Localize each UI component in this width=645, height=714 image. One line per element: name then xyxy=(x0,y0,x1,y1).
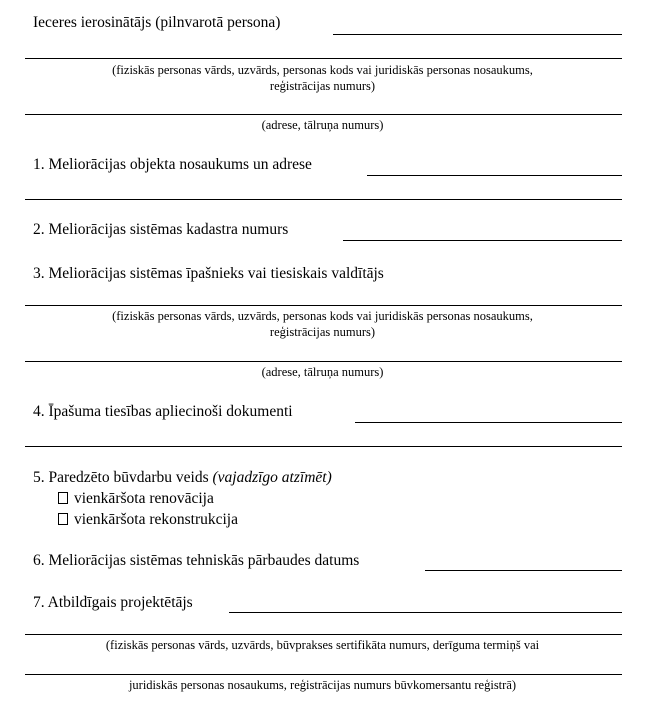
initiator-address-line[interactable] xyxy=(25,114,622,115)
initiator-address-hint: (adrese, tālruņa numurs) xyxy=(261,118,384,132)
renovation-checkbox[interactable] xyxy=(58,492,68,504)
cadastre-label: 2. Meliorācijas sistēmas kadastra numurs xyxy=(33,221,289,238)
works-type-heading xyxy=(33,469,332,487)
owner-address-hint: (adrese, tālruņa numurs) xyxy=(261,365,384,379)
object-address-line[interactable] xyxy=(25,199,622,200)
owner-person-hint-2: reģistrācijas numurs) xyxy=(269,325,376,339)
initiator-label: Ieceres ierosinātājs (pilnvarotā persona) xyxy=(33,14,281,31)
reconstruction-checkbox[interactable] xyxy=(58,513,68,525)
initiator-person-hint: (fiziskās personas vārds, uzvārds, personas kods vai juridiskās personas nosaukums, xyxy=(112,63,533,77)
object-label: 1. Meliorācijas objekta nosaukums un adrese xyxy=(33,156,312,173)
renovation-label: vienkāršota renovācija xyxy=(74,490,214,507)
works-type-note: (vajadzīgo atzīmēt) xyxy=(212,469,332,486)
owner-label: 3. Meliorācijas sistēmas īpašnieks vai tiesiskais valdītājs xyxy=(33,265,384,282)
option-reconstruction[interactable] xyxy=(58,511,238,529)
documents-extra-line[interactable] xyxy=(25,446,622,447)
designer-detail-line-2[interactable] xyxy=(25,674,622,675)
initiator-person-hint-2: reģistrācijas numurs) xyxy=(269,79,376,93)
option-renovation[interactable] xyxy=(58,490,214,508)
designer-label: 7. Atbildīgais projektētājs xyxy=(33,594,193,611)
designer-detail-line[interactable] xyxy=(25,634,622,635)
owner-person-hint: (fiziskās personas vārds, uzvārds, personas kods vai juridiskās personas nosaukums, xyxy=(112,309,533,323)
inspection-date-input-line[interactable] xyxy=(425,570,622,571)
designer-hint-2: juridiskās personas nosaukums, reģistrācijas numurs būvkomersantu reģistrā) xyxy=(128,678,517,692)
initiator-name-line[interactable] xyxy=(25,58,622,59)
works-type-label: 5. Paredzēto būvdarbu veids xyxy=(33,469,209,486)
cadastre-input-line[interactable] xyxy=(343,240,622,241)
documents-label: 4. Īpašuma tiesības apliecinoši dokumenti xyxy=(33,403,293,420)
reconstruction-label: vienkāršota rekonstrukcija xyxy=(74,511,238,528)
object-input-line[interactable] xyxy=(367,175,622,176)
documents-input-line[interactable] xyxy=(355,422,622,423)
owner-name-line[interactable] xyxy=(25,305,622,306)
designer-input-line[interactable] xyxy=(229,612,622,613)
initiator-input-line[interactable] xyxy=(333,34,622,35)
owner-address-line[interactable] xyxy=(25,361,622,362)
inspection-date-label: 6. Meliorācijas sistēmas tehniskās pārbaudes datums xyxy=(33,552,360,569)
designer-hint-1: (fiziskās personas vārds, uzvārds, būvprakses sertifikāta numurs, derīguma termiņš vai xyxy=(105,638,540,652)
